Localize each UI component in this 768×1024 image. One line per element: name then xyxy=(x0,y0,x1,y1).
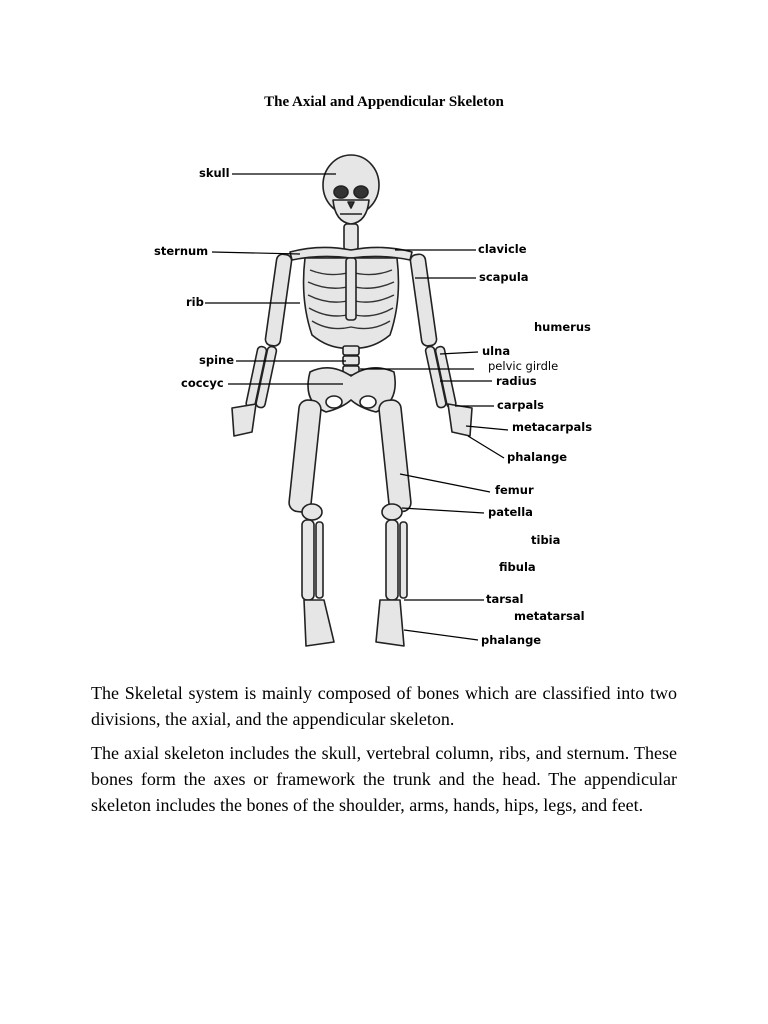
right-femur xyxy=(378,399,412,513)
left-foot xyxy=(304,600,334,646)
right-hand xyxy=(448,404,472,436)
right-tibia xyxy=(386,520,398,600)
page-title: The Axial and Appendicular Skeleton xyxy=(264,94,504,110)
label-pelvic-girdle: pelvic girdle xyxy=(488,359,559,373)
left-tibia xyxy=(302,520,314,600)
right-fibula xyxy=(400,522,407,598)
neck-vertebrae xyxy=(344,224,358,250)
skeleton-illustration xyxy=(0,140,768,660)
label-femur: femur xyxy=(495,483,534,497)
left-patella xyxy=(302,504,322,520)
label-sternum: sternum xyxy=(154,244,209,258)
label-radius: radius xyxy=(496,374,537,388)
label-spine: spine xyxy=(199,353,235,367)
label-humerus: humerus xyxy=(534,320,591,334)
paragraph-axial: The axial skeleton includes the skull, vertebral column, ribs, and sternum. These bones form the axes or framework the trunk and the head. The appendicular skeleton includes the bones of the shoulder, arms, hands, hips, legs, and feet. xyxy=(91,743,677,815)
label-rib: rib xyxy=(186,295,204,309)
label-metacarpals: metacarpals xyxy=(512,420,593,434)
label-scapula: scapula xyxy=(479,270,529,284)
right-foot xyxy=(376,600,404,646)
label-clavicle: clavicle xyxy=(478,242,527,256)
label-ulna: ulna xyxy=(482,344,511,358)
paragraph-intro: The Skeletal system is mainly composed of bones which are classified into two divisions, the axial, and the appendicular skeleton. xyxy=(91,683,677,729)
right-patella xyxy=(382,504,402,520)
label-fibula: fibula xyxy=(499,560,536,574)
skeleton-diagram xyxy=(0,140,768,660)
label-coccyc: coccyc xyxy=(181,376,224,390)
label-phalange-hand: phalange xyxy=(507,450,568,464)
left-humerus xyxy=(265,253,293,346)
left-hand xyxy=(232,404,256,436)
label-tarsal: tarsal xyxy=(486,592,524,606)
sternum-bone xyxy=(346,258,356,320)
label-carpals: carpals xyxy=(497,398,545,412)
label-skull: skull xyxy=(199,166,230,180)
label-tibia: tibia xyxy=(531,533,561,547)
body-text xyxy=(91,680,677,826)
left-femur xyxy=(288,399,322,513)
label-phalange-foot: phalange xyxy=(481,633,542,647)
right-humerus xyxy=(410,253,438,346)
label-metatarsal: metatarsal xyxy=(514,609,585,623)
left-fibula xyxy=(316,522,323,598)
label-patella: patella xyxy=(488,505,533,519)
